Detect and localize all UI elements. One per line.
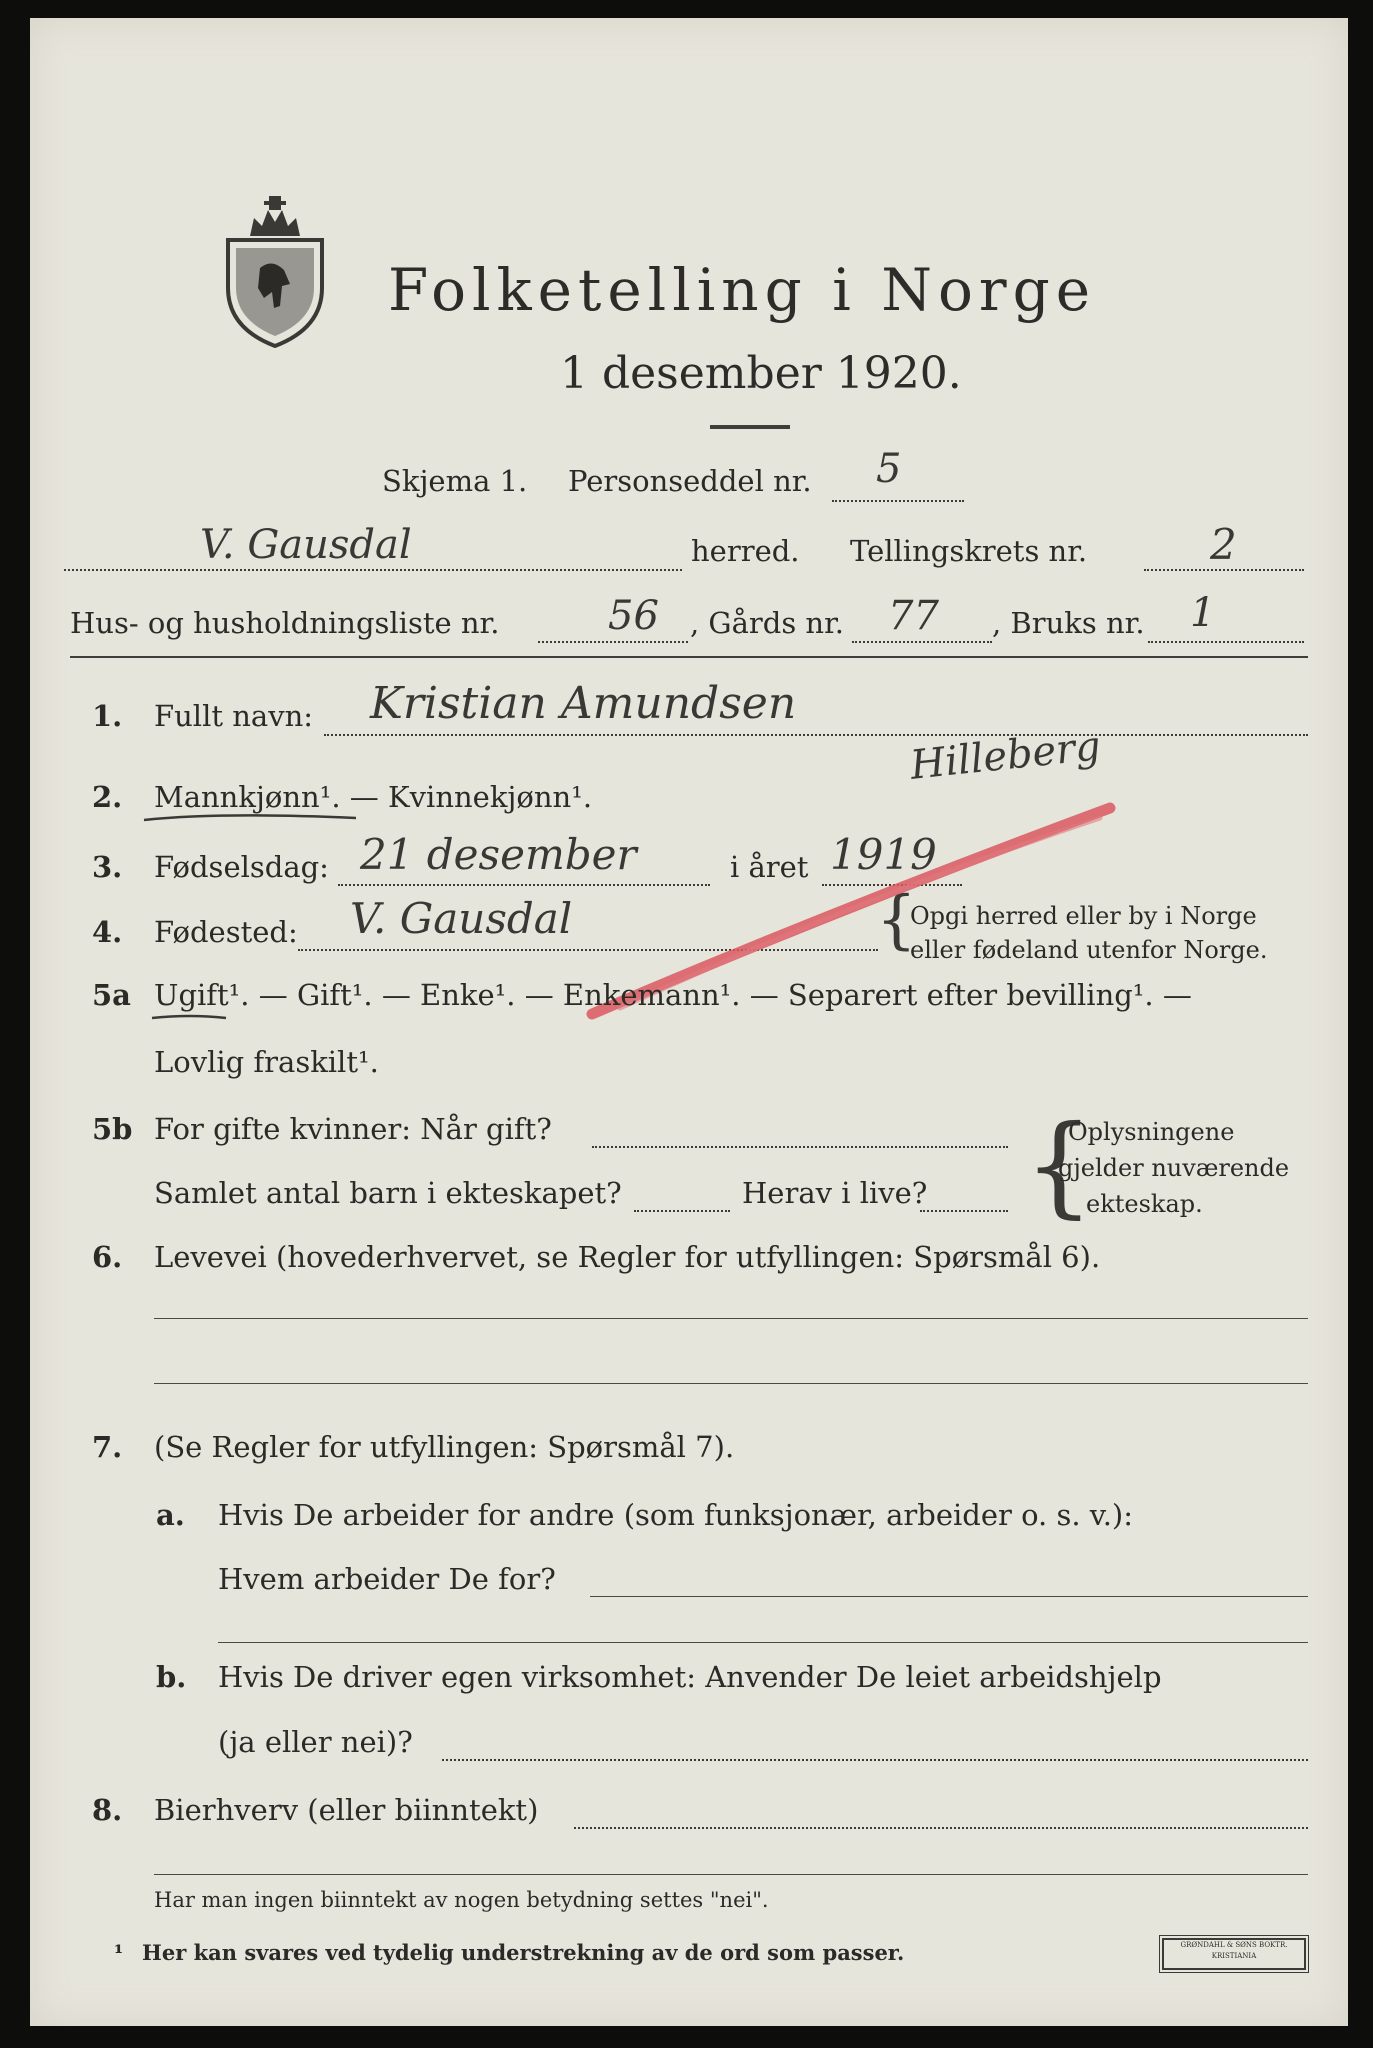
herred-value[interactable]: V. Gausdal [200, 522, 412, 568]
tellingskrets-label: Tellingskrets nr. [850, 534, 1088, 568]
q4-note-1: Opgi herred eller by i Norge [910, 902, 1257, 930]
q7b-line-2: (ja eller nei)? [218, 1725, 413, 1759]
bruks-line [1148, 641, 1304, 643]
printer-stamp-line-1: GRØNDAHL & SØNS BOKTR. [1180, 1941, 1288, 1949]
q6-label: Levevei (hovederhvervet, se Regler for utfyllingen: Spørsmål 6). [154, 1240, 1101, 1274]
q7a-number: a. [156, 1498, 185, 1532]
personseddel-line [832, 500, 964, 502]
q5b-line-1: For gifte kvinner: Når gift? [154, 1112, 552, 1146]
bruks-label: , Bruks nr. [992, 606, 1145, 640]
q8-answer-line [574, 1827, 1308, 1829]
q7a-line-1: Hvis De arbeider for andre (som funksjonær, arbeider o. s. v.): [218, 1498, 1134, 1532]
q5a-options: Ugift¹. — Gift¹. — Enke¹. — Enkemann¹. — Separert efter bevilling¹. — [154, 978, 1192, 1012]
q5b-note-brace: { [1024, 1101, 1094, 1229]
q5a-number: 5a [92, 978, 131, 1012]
q4-note-brace: { [876, 883, 917, 957]
q5b-note-2: gjelder nuværende [1058, 1154, 1290, 1182]
q8-label: Bierhverv (eller biinntekt) [154, 1793, 539, 1827]
gards-label: , Gårds nr. [690, 606, 844, 640]
tellingskrets-line [1144, 569, 1304, 571]
gards-line [852, 641, 992, 643]
q4-number: 4. [92, 915, 123, 949]
q5a-options-2: Lovlig fraskilt¹. [154, 1045, 379, 1079]
q3-number: 3. [92, 850, 123, 884]
q6-answer-line-1 [154, 1318, 1308, 1319]
footnote-mark: ¹ [114, 1940, 124, 1965]
q1-number: 1. [92, 699, 123, 733]
footnote-text: Her kan svares ved tydelig understrekning av de ord som passer. [142, 1940, 905, 1965]
q5a-underline-mark [150, 1010, 230, 1024]
q3-year-value[interactable]: 1919 [830, 830, 937, 879]
personseddel-label: Personseddel nr. [568, 464, 812, 498]
q6-answer-line-2 [154, 1383, 1308, 1384]
q7a-line-2: Hvem arbeider De for? [218, 1562, 556, 1596]
q1-label: Fullt navn: [154, 699, 314, 733]
bruks-value[interactable]: 1 [1190, 590, 1216, 636]
q4-value[interactable]: V. Gausdal [350, 894, 573, 943]
q5b-number: 5b [92, 1112, 133, 1146]
title-divider [710, 425, 790, 429]
q5b-alive-label: Herav i live? [742, 1176, 928, 1210]
q4-label: Fødested: [154, 915, 298, 949]
census-form [30, 18, 1348, 2026]
q5b-children-label: Samlet antal barn i ekteskapet? [154, 1176, 622, 1210]
footer-note: Har man ingen biinntekt av nogen betydning settes "nei". [154, 1888, 769, 1912]
q3-value[interactable]: 21 desember [360, 830, 637, 879]
q8-number: 8. [92, 1793, 123, 1827]
q2-number: 2. [92, 780, 123, 814]
q3-label: Fødselsdag: [154, 850, 329, 884]
q7a-answer-line-2 [218, 1642, 1308, 1643]
form-title: Folketelling i Norge [388, 256, 1097, 324]
q3-year-label: i året [730, 850, 809, 884]
q5b-note-3: ekteskap. [1086, 1190, 1203, 1218]
skjema-label: Skjema 1. [382, 464, 528, 498]
q7b-line-1: Hvis De driver egen virksomhet: Anvender De leiet arbeidshjelp [218, 1660, 1162, 1694]
q5b-when-line [592, 1146, 1008, 1148]
q7b-answer-line [442, 1759, 1308, 1761]
q1-value[interactable]: Kristian Amundsen [370, 678, 797, 729]
q7a-answer-line-1 [590, 1596, 1308, 1597]
q7b-number: b. [156, 1660, 187, 1694]
q1-line [324, 734, 1308, 736]
q4-note-2: eller fødeland utenfor Norge. [910, 936, 1268, 964]
herred-label: herred. [691, 534, 800, 568]
q2-underline-mark [140, 808, 360, 828]
herred-line [64, 569, 682, 571]
personseddel-value[interactable]: 5 [876, 446, 902, 492]
form-date: 1 desember 1920. [560, 348, 962, 399]
hus-value[interactable]: 56 [608, 593, 659, 639]
tellingskrets-value[interactable]: 2 [1210, 520, 1237, 569]
printer-stamp [1162, 1938, 1306, 1970]
hus-label: Hus- og husholdningsliste nr. [70, 606, 500, 640]
q8-answer-line-2 [154, 1874, 1308, 1875]
coat-of-arms-icon [220, 188, 330, 348]
q6-number: 6. [92, 1240, 123, 1274]
q2-label: Mannkjønn¹. — Kvinnekjønn¹. [154, 780, 593, 814]
printer-stamp-line-2: KRISTIANIA [1211, 1952, 1257, 1960]
hus-line [538, 641, 688, 643]
q1-value-2[interactable]: Hilleberg [908, 723, 1103, 789]
header-divider [70, 656, 1308, 658]
q5b-note-1: Oplysningene [1068, 1118, 1235, 1146]
q7-number: 7. [92, 1430, 123, 1464]
q5b-alive-line [920, 1210, 1008, 1212]
q7-label: (Se Regler for utfyllingen: Spørsmål 7). [154, 1430, 735, 1464]
q5b-children-line [634, 1210, 730, 1212]
gards-value[interactable]: 77 [888, 593, 939, 639]
